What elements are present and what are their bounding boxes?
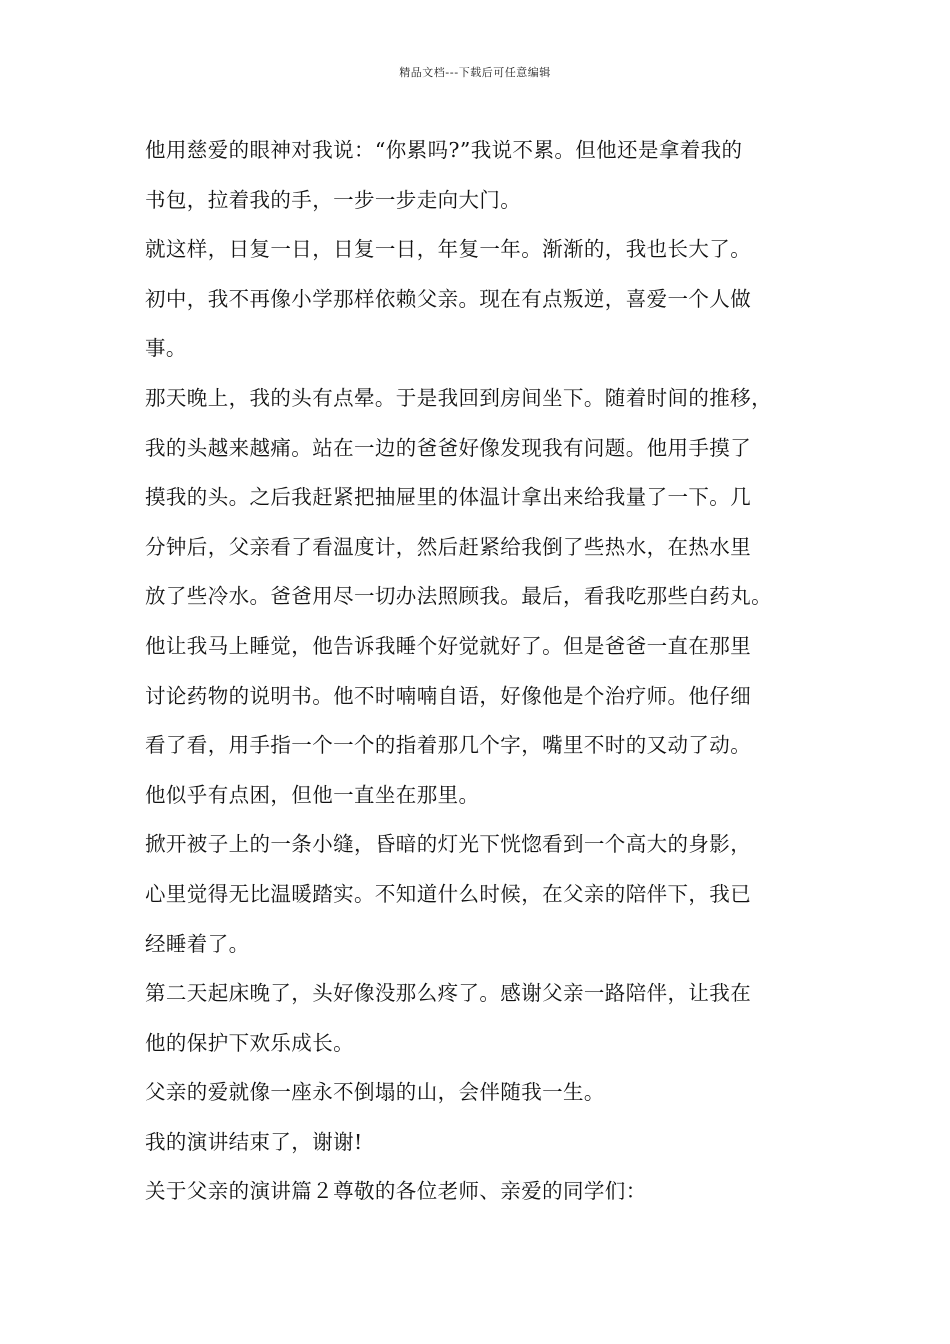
text-line: 事。 xyxy=(145,336,187,361)
text-line: 我的头越来越痛。站在一边的爸爸好像发现我有问题。他用手摸了 xyxy=(145,435,752,460)
text-line: 他让我马上睡觉，他告诉我睡个好觉就好了。但是爸爸一直在那里 xyxy=(145,633,752,658)
text-line: 经睡着了。 xyxy=(145,931,250,956)
text-line: 我的演讲结束了，谢谢! xyxy=(145,1129,363,1154)
text-line: 掀开被子上的一条小缝，昏暗的灯光下恍惚看到一个高大的身影， xyxy=(145,832,752,857)
page-header: 精品文档---下载后可任意编辑 xyxy=(399,66,551,79)
text-line: 他似乎有点困，但他一直坐在那里。 xyxy=(145,782,480,807)
document-body xyxy=(145,126,825,1217)
text-line: 第二天起床晚了，头好像没那么疼了。感谢父亲一路陪伴，让我在 xyxy=(145,981,752,1006)
text-line: 初中，我不再像小学那样依赖父亲。现在有点叛逆，喜爱一个人做 xyxy=(145,286,752,311)
text-line: 书包，拉着我的手，一步一步走向大门。 xyxy=(145,187,522,212)
text-line: 父亲的爱就像一座永不倒塌的山，会伴随我一生。 xyxy=(145,1080,605,1105)
text-line: 看了看，用手指一个一个的指着那几个字，嘴里不时的又动了动。 xyxy=(145,733,752,758)
text-line: 关于父亲的演讲篇２尊敬的各位老师、亲爱的同学们： xyxy=(145,1179,647,1204)
text-line: 心里觉得无比温暖踏实。不知道什么时候，在父亲的陪伴下，我已 xyxy=(145,881,752,906)
text-line: 他的保护下欢乐成长。 xyxy=(145,1030,354,1055)
text-line: 就这样，日复一日，日复一日，年复一年。渐渐的，我也长大了。 xyxy=(145,237,752,262)
text-line: 放了些冷水。爸爸用尽一切办法照顾我。最后，看我吃那些白药丸。 xyxy=(145,584,772,609)
text-line: 他用慈爱的眼神对我说：“你累吗?”我说不累。但他还是拿着我的 xyxy=(145,138,743,162)
text-line: 那天晚上，我的头有点晕。于是我回到房间坐下。随着时间的推移， xyxy=(145,385,772,410)
text-line: 分钟后，父亲看了看温度计，然后赶紧给我倒了些热水，在热水里 xyxy=(145,534,752,559)
text-line: 摸我的头。之后我赶紧把抽屉里的体温计拿出来给我量了一下。几 xyxy=(145,485,752,510)
text-line: 讨论药物的说明书。他不时喃喃自语，好像他是个治疗师。他仔细 xyxy=(145,683,752,708)
